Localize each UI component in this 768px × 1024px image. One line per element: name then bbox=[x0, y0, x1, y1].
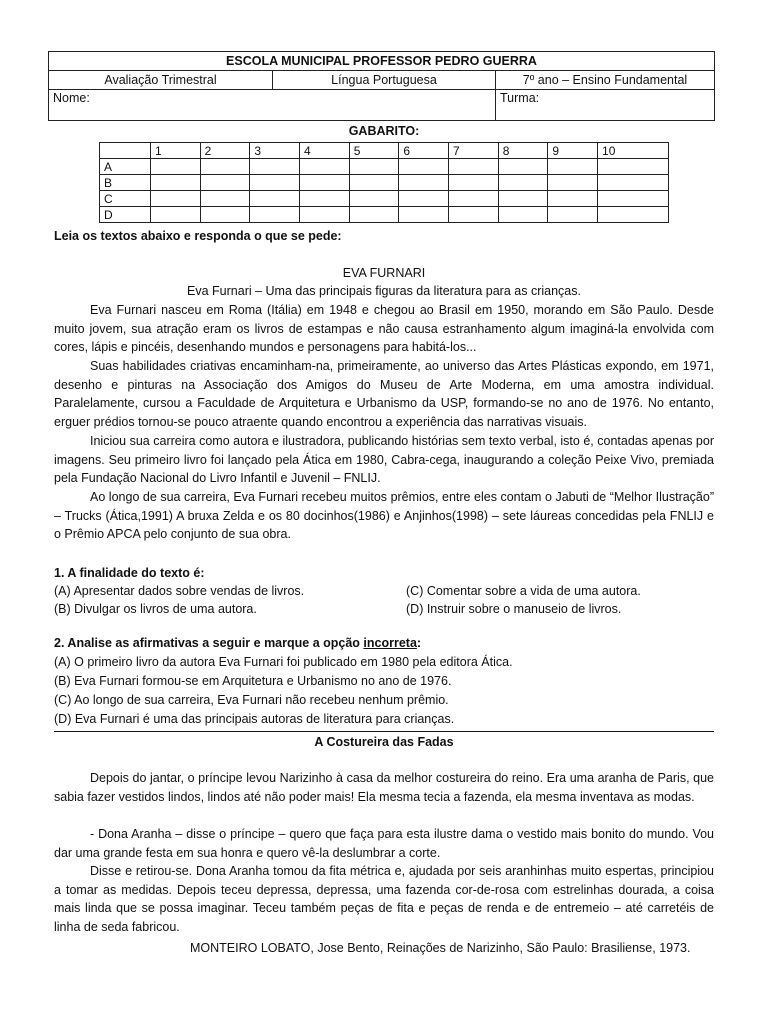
col-header: 5 bbox=[349, 143, 399, 159]
answer-cell[interactable] bbox=[300, 159, 350, 175]
answer-cell[interactable] bbox=[151, 207, 201, 223]
answer-cell[interactable] bbox=[250, 191, 300, 207]
answer-cell[interactable] bbox=[349, 159, 399, 175]
q2-stem bbox=[54, 634, 421, 652]
q2-stem-pre: 2. Analise as afirmativas a seguir e marque a opção bbox=[54, 636, 364, 650]
row-label: D bbox=[100, 207, 151, 223]
text1-paragraph: Eva Furnari nasceu em Roma (Itália) em 1948 e chegou ao Brasil em 1950, morando em São Paulo. Desde muito jovem, sua atração eram os livros de estampas e não causa estranhamento algum imaginá-la envolvida com cores, lápis e pincéis, desenhando mundos e personagens para habitá-los... bbox=[54, 303, 714, 355]
answer-cell[interactable] bbox=[598, 207, 669, 223]
row-label: B bbox=[100, 175, 151, 191]
instruction: Leia os textos abaixo e responda o que se pede: bbox=[54, 229, 342, 243]
answer-cell[interactable] bbox=[548, 175, 598, 191]
answer-cell[interactable] bbox=[250, 175, 300, 191]
answer-cell[interactable] bbox=[300, 191, 350, 207]
answer-cell[interactable] bbox=[598, 159, 669, 175]
answer-cell[interactable] bbox=[200, 159, 250, 175]
answer-cell[interactable] bbox=[498, 175, 548, 191]
answer-cell[interactable] bbox=[300, 175, 350, 191]
text1-subtitle: Eva Furnari – Uma das principais figuras da literatura para as crianças. bbox=[187, 284, 581, 298]
answer-cell[interactable] bbox=[250, 207, 300, 223]
name-field[interactable] bbox=[49, 90, 496, 121]
q2-option-c[interactable]: (C) Ao longo de sua carreira, Eva Furnari não recebeu nenhum prêmio. bbox=[54, 693, 449, 707]
answer-cell[interactable] bbox=[349, 175, 399, 191]
answer-key-title: GABARITO: bbox=[348, 124, 420, 138]
text1-paragraph: Ao longo de sua carreira, Eva Furnari recebeu muitos prêmios, entre eles contam o Jabuti de “Melhor Ilustração” – Trucks (Ática,1991) A bruxa Zelda e os 80 docinhos(1986) e Anjinhos(1998) – sete láureas concedidas pela FNLIJ e o Prêmio APCA pelo conjunto de sua obra. bbox=[54, 490, 714, 542]
answer-cell[interactable] bbox=[349, 207, 399, 223]
answer-cell[interactable] bbox=[399, 191, 449, 207]
q1-option-c[interactable]: (C) Comentar sobre a vida de uma autora. bbox=[406, 584, 641, 598]
answer-cell[interactable] bbox=[449, 175, 499, 191]
text1-paragraph: Suas habilidades criativas encaminham-na, primeiramente, ao universo das Artes Plásticas expondo, em 1971, desenho e pinturas na Associação dos Amigos do Museu de Arte Moderna, em uma amostra individual. Paralelamente, cursou a Faculdade de Arquitetura e Urbanismo da USP, formando-se no ano de 1976. No entanto, erguer prédios tornou-se pouco atraente quando encontrou a experiência das narrativas visuais. bbox=[54, 359, 714, 429]
q2-option-d[interactable]: (D) Eva Furnari é uma das principais autoras de literatura para crianças. bbox=[54, 712, 455, 726]
q1-option-b[interactable]: (B) Divulgar os livros de uma autora. bbox=[54, 602, 257, 616]
subject: Língua Portuguesa bbox=[273, 71, 496, 90]
answer-row bbox=[100, 191, 669, 207]
col-header: 1 bbox=[151, 143, 201, 159]
name-label: Nome: bbox=[53, 91, 90, 105]
q1-stem: 1. A finalidade do texto é: bbox=[54, 566, 205, 580]
answer-key-header-row bbox=[100, 143, 669, 159]
answer-cell[interactable] bbox=[498, 191, 548, 207]
answer-cell[interactable] bbox=[449, 207, 499, 223]
exam-type: Avaliação Trimestral bbox=[49, 71, 273, 90]
answer-cell[interactable] bbox=[200, 175, 250, 191]
answer-cell[interactable] bbox=[449, 159, 499, 175]
answer-cell[interactable] bbox=[548, 159, 598, 175]
answer-cell[interactable] bbox=[151, 159, 201, 175]
text2-paragraph: - Dona Aranha – disse o príncipe – quero que faça para esta ilustre dama o vestido mais bonito do mundo. Vou dar uma grande festa em sua honra e quero vê-la deslumbrar a corte. bbox=[54, 827, 714, 860]
answer-row bbox=[100, 207, 669, 223]
answer-cell[interactable] bbox=[548, 207, 598, 223]
col-header: 2 bbox=[200, 143, 250, 159]
answer-cell[interactable] bbox=[598, 175, 669, 191]
class-label: Turma: bbox=[500, 91, 540, 105]
answer-cell[interactable] bbox=[349, 191, 399, 207]
answer-cell[interactable] bbox=[399, 159, 449, 175]
col-header: 6 bbox=[399, 143, 449, 159]
row-label: C bbox=[100, 191, 151, 207]
text2-paragraph: Disse e retirou-se. Dona Aranha tomou da fita métrica e, ajudada por seis aranhinhas muito espertas, principiou a tomar as medidas. Depois teceu depressa, depressa, uma fazenda cor-de-rosa com estrelinhas dourada, a coisa mais linda que se possa imaginar. Teceu também peças de fita e peças de renda e de entremeio – até carretéis de linha de seda fabricou. bbox=[54, 864, 714, 934]
col-header: 9 bbox=[548, 143, 598, 159]
answer-row bbox=[100, 159, 669, 175]
answer-cell[interactable] bbox=[300, 207, 350, 223]
answer-cell[interactable] bbox=[399, 207, 449, 223]
answer-cell[interactable] bbox=[498, 159, 548, 175]
school-name: ESCOLA MUNICIPAL PROFESSOR PEDRO GUERRA bbox=[49, 52, 715, 71]
text1-paragraph: Iniciou sua carreira como autora e ilustradora, publicando histórias sem texto verbal, isto é, contadas apenas por imagens. Seu primeiro livro foi lançado pela Ática em 1980, Cabra-cega, inaugurando a coleção Peixe Vivo, premiada pela Fundação Nacional do Livro Infantil e Juvenil – FNLIJ. bbox=[54, 434, 714, 486]
answer-row bbox=[100, 175, 669, 191]
text2-paragraph: Depois do jantar, o príncipe levou Narizinho à casa da melhor costureira do reino. Era uma aranha de Paris, que sabia fazer vestidos lindos, lindos até não poder mais! Ela mesma tecia a fazenda, ela mesma inventava as modas. bbox=[54, 771, 714, 804]
col-header: 7 bbox=[449, 143, 499, 159]
col-header: 4 bbox=[300, 143, 350, 159]
text2-citation: MONTEIRO LOBATO, Jose Bento, Reinações de Narizinho, São Paulo: Brasiliense, 1973. bbox=[190, 941, 691, 955]
answer-cell[interactable] bbox=[598, 191, 669, 207]
q1-option-d[interactable]: (D) Instruir sobre o manuseio de livros. bbox=[406, 602, 622, 616]
answer-cell[interactable] bbox=[200, 207, 250, 223]
answer-cell[interactable] bbox=[498, 207, 548, 223]
q2-option-a[interactable]: (A) O primeiro livro da autora Eva Furnari foi publicado em 1980 pela editora Ática. bbox=[54, 655, 513, 669]
answer-cell[interactable] bbox=[250, 159, 300, 175]
col-header: 3 bbox=[250, 143, 300, 159]
answer-cell[interactable] bbox=[200, 191, 250, 207]
q2-stem-emphasis: incorreta bbox=[363, 636, 417, 650]
grade: 7º ano – Ensino Fundamental bbox=[496, 71, 715, 90]
corner-cell bbox=[100, 143, 151, 159]
exam-header-table bbox=[48, 51, 715, 121]
row-label: A bbox=[100, 159, 151, 175]
q2-option-b[interactable]: (B) Eva Furnari formou-se em Arquitetura e Urbanismo no ano de 1976. bbox=[54, 674, 452, 688]
section-divider bbox=[54, 731, 714, 732]
answer-cell[interactable] bbox=[449, 191, 499, 207]
answer-cell[interactable] bbox=[151, 191, 201, 207]
answer-cell[interactable] bbox=[399, 175, 449, 191]
text2-title: A Costureira das Fadas bbox=[314, 735, 454, 749]
col-header: 8 bbox=[498, 143, 548, 159]
text1-title: EVA FURNARI bbox=[342, 266, 426, 280]
answer-key-grid bbox=[99, 142, 669, 223]
q1-option-a[interactable]: (A) Apresentar dados sobre vendas de livros. bbox=[54, 584, 305, 598]
col-header: 10 bbox=[598, 143, 669, 159]
q2-stem-post: : bbox=[416, 636, 422, 650]
answer-cell[interactable] bbox=[548, 191, 598, 207]
answer-cell[interactable] bbox=[151, 175, 201, 191]
class-field[interactable] bbox=[496, 90, 715, 121]
